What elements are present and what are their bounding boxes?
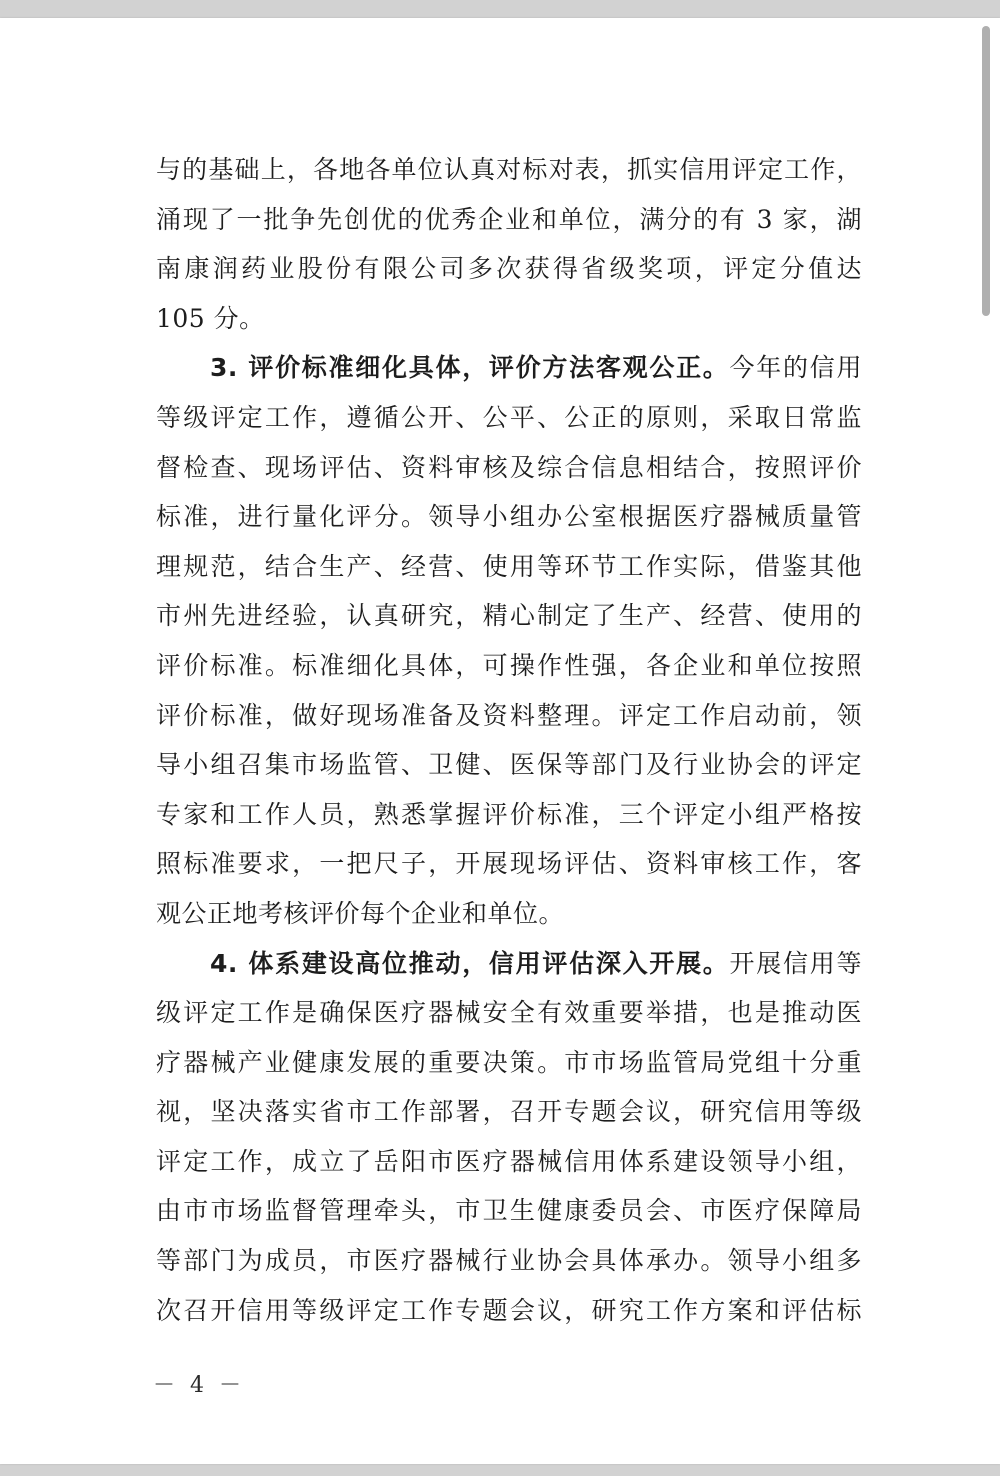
line-text: 评价标准，做好现场准备及资料整理。评定工作启动前，领: [156, 700, 862, 730]
text-line: [156, 839, 862, 889]
text-line: [156, 294, 862, 344]
vertical-scrollbar[interactable]: [982, 26, 990, 316]
line-text: 市州先进经验，认真研究，精心制定了生产、经营、使用的: [156, 601, 862, 631]
document-page: [0, 18, 1000, 1464]
line-text: 督检查、现场评估、资料审核及综合信息相结合，按照评价: [156, 452, 862, 482]
line-text: 级评定工作是确保医疗器械安全有效重要举措，也是推动医: [156, 998, 862, 1028]
text-line: [156, 443, 862, 493]
text-line: [156, 244, 862, 294]
line-text: 观公正地考核评价每个企业和单位。: [156, 898, 565, 928]
line-text: 视，坚决落实省市工作部署，召开专题会议，研究信用等级: [156, 1097, 862, 1127]
text-line: [156, 1137, 862, 1187]
line-text: 等级评定工作，遵循公开、公平、公正的原则，采取日常监: [156, 402, 862, 432]
text-line: [156, 1286, 862, 1336]
line-text: 评价标准。标准细化具体，可操作性强，各企业和单位按照: [156, 650, 862, 680]
text-line: [156, 889, 862, 939]
text-line: [156, 393, 862, 443]
line-text: 导小组召集市场监管、卫健、医保等部门及行业协会的评定: [156, 750, 862, 780]
line-text: 疗器械产业健康发展的重要决策。市市场监管局党组十分重: [156, 1047, 862, 1077]
line-text: 南康润药业股份有限公司多次获得省级奖项，评定分值达: [156, 254, 862, 284]
line-text: 专家和工作人员，熟悉掌握评价标准，三个评定小组严格按: [156, 799, 862, 829]
line-text: 标准，进行量化评分。领导小组办公室根据医疗器械质量管: [156, 502, 862, 532]
line-text: 评定工作，成立了岳阳市医疗器械信用体系建设领导小组，: [156, 1146, 862, 1176]
text-line: [156, 988, 862, 1038]
text-line: [156, 641, 862, 691]
line-text: 次召开信用等级评定工作专题会议，研究工作方案和评估标: [156, 1295, 862, 1325]
text-line: [156, 1087, 862, 1137]
line-text: 由市市场监督管理牵头，市卫生健康委员会、市医疗保障局: [156, 1196, 862, 1226]
text-line: [156, 691, 862, 741]
section-heading: 3. 评价标准细化具体，评价方法客观公正。: [210, 353, 730, 383]
section-heading: 4. 体系建设高位推动，信用评估深入开展。: [210, 948, 730, 978]
line-text: 开展信用等: [729, 948, 862, 978]
text-line: [156, 145, 862, 195]
text-line: [156, 591, 862, 641]
text-line: [156, 195, 862, 245]
text-line: [156, 542, 862, 592]
text-line: [156, 939, 862, 989]
line-text: 与的基础上，各地各单位认真对标对表，抓实信用评定工作，: [156, 155, 862, 184]
line-text: 理规范，结合生产、经营、使用等环节工作实际，借鉴其他: [156, 551, 862, 581]
text-line: [156, 492, 862, 542]
line-text: 涌现了一批争先创优的优秀企业和单位，满分的有 3 家，湖: [156, 204, 862, 234]
line-text: 等部门为成员，市医疗器械行业协会具体承办。领导小组多: [156, 1246, 862, 1276]
document-body: [156, 145, 862, 1335]
text-line: [156, 790, 862, 840]
text-line: [156, 1186, 862, 1236]
page-number: － 4 －: [153, 1373, 245, 1398]
text-line: [156, 1038, 862, 1088]
line-text: 105 分。: [156, 303, 265, 333]
line-text: 今年的信用: [729, 353, 862, 383]
text-line: [156, 343, 862, 393]
line-text: 照标准要求，一把尺子，开展现场评估、资料审核工作，客: [156, 849, 862, 879]
text-line: [156, 740, 862, 790]
text-line: [156, 1236, 862, 1286]
